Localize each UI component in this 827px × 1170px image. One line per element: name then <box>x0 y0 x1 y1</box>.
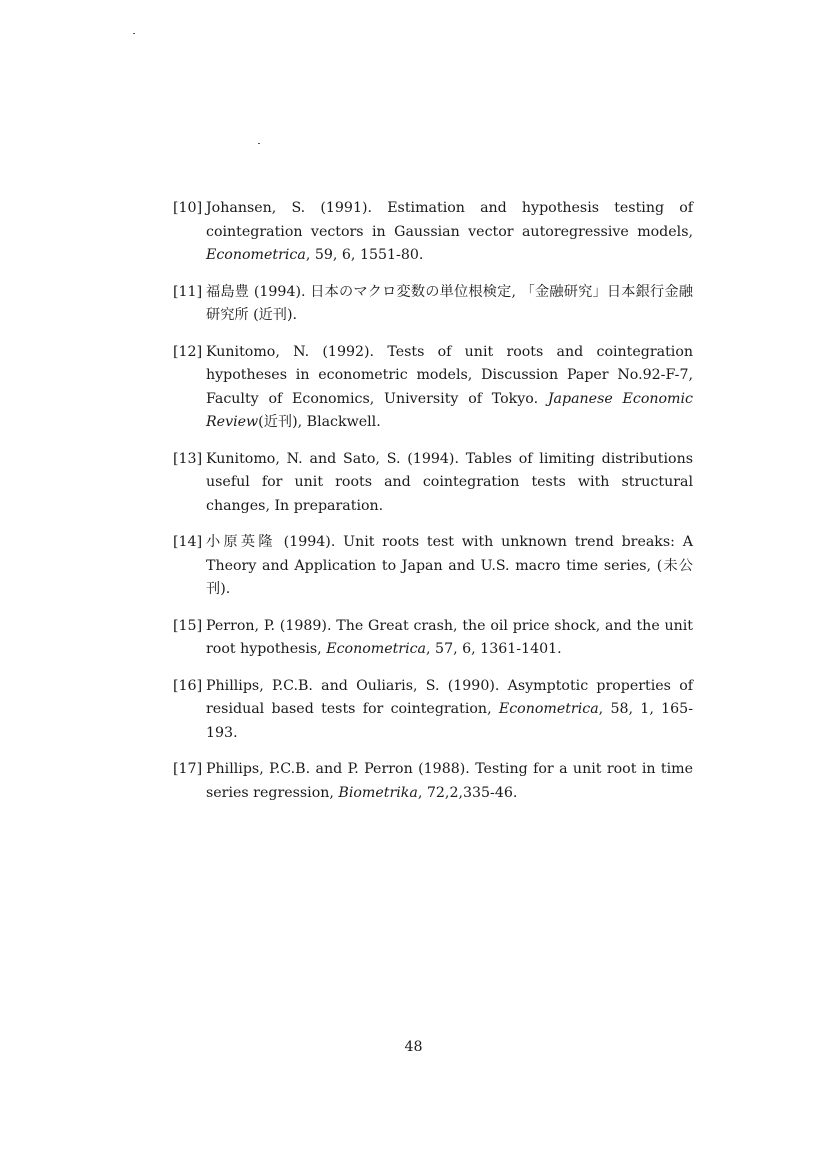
journal-title: Econometrica <box>326 641 427 657</box>
reference-item <box>173 531 693 602</box>
reference-item <box>173 448 693 519</box>
reference-number: [15] <box>173 617 203 634</box>
reference-number: [13] <box>173 450 203 467</box>
reference-item <box>173 341 693 435</box>
reference-text: Kunitomo, N. and Sato, S. (1994). Tables of limiting distributions useful for unit roots and cointegration tests with structural changes, In preparation. <box>206 450 693 514</box>
scan-speck <box>133 33 135 34</box>
reference-item <box>173 615 693 662</box>
journal-title: Japanese Economic Review <box>206 390 693 430</box>
page-number: 48 <box>404 1039 423 1055</box>
scan-speck <box>258 143 260 144</box>
reference-number: [14] <box>173 534 203 550</box>
reference-number: [11] <box>173 283 203 300</box>
reference-item <box>173 758 693 805</box>
reference-text: Johansen, S. (1991). Estimation and hypothesis testing of cointegration vectors in Gaussian vector autoregressive models, Econometrica, 59, 6, 1551-80. <box>206 200 693 263</box>
reference-text: 福島豊 (1994). 日本のマクロ変数の単位根検定, 「金融研究」日本銀行金融研究所 (近刊). <box>206 283 693 323</box>
reference-number: [17] <box>173 761 203 777</box>
reference-text: Phillips, P.C.B. and P. Perron (1988). Testing for a unit root in time series regression, Biometrika, 72,2,335-46. <box>206 761 693 801</box>
reference-text: Phillips, P.C.B. and Ouliaris, S. (1990). Asymptotic properties of residual based tests for cointegration, Econometrica, 58, 1, 165-193. <box>206 677 693 741</box>
reference-item <box>173 197 693 268</box>
reference-text: 小原英隆 (1994). Unit roots test with unknown trend breaks: A Theory and Application to Japan and U.S. macro time series, (未公刊). <box>206 534 693 597</box>
reference-text: Kunitomo, N. (1992). Tests of unit roots and cointegration hypotheses in econometric models, Discussion Paper No.92-F-7, Faculty of Economics, University of Tokyo. Japanese Economic Review(近刊), Blackwell. <box>206 343 693 430</box>
reference-item <box>173 675 693 746</box>
reference-number: [16] <box>173 677 203 694</box>
journal-title: Econometrica <box>498 701 599 717</box>
reference-list <box>173 197 693 818</box>
journal-title: Biometrika <box>338 784 418 801</box>
reference-number: [10] <box>173 200 203 216</box>
reference-number: [12] <box>173 343 203 360</box>
journal-title: Econometrica <box>206 247 306 263</box>
reference-text: Perron, P. (1989). The Great crash, the oil price shock, and the unit root hypothesis, Econometrica, 57, 6, 1361-1401. <box>206 617 693 657</box>
reference-item <box>173 281 693 328</box>
